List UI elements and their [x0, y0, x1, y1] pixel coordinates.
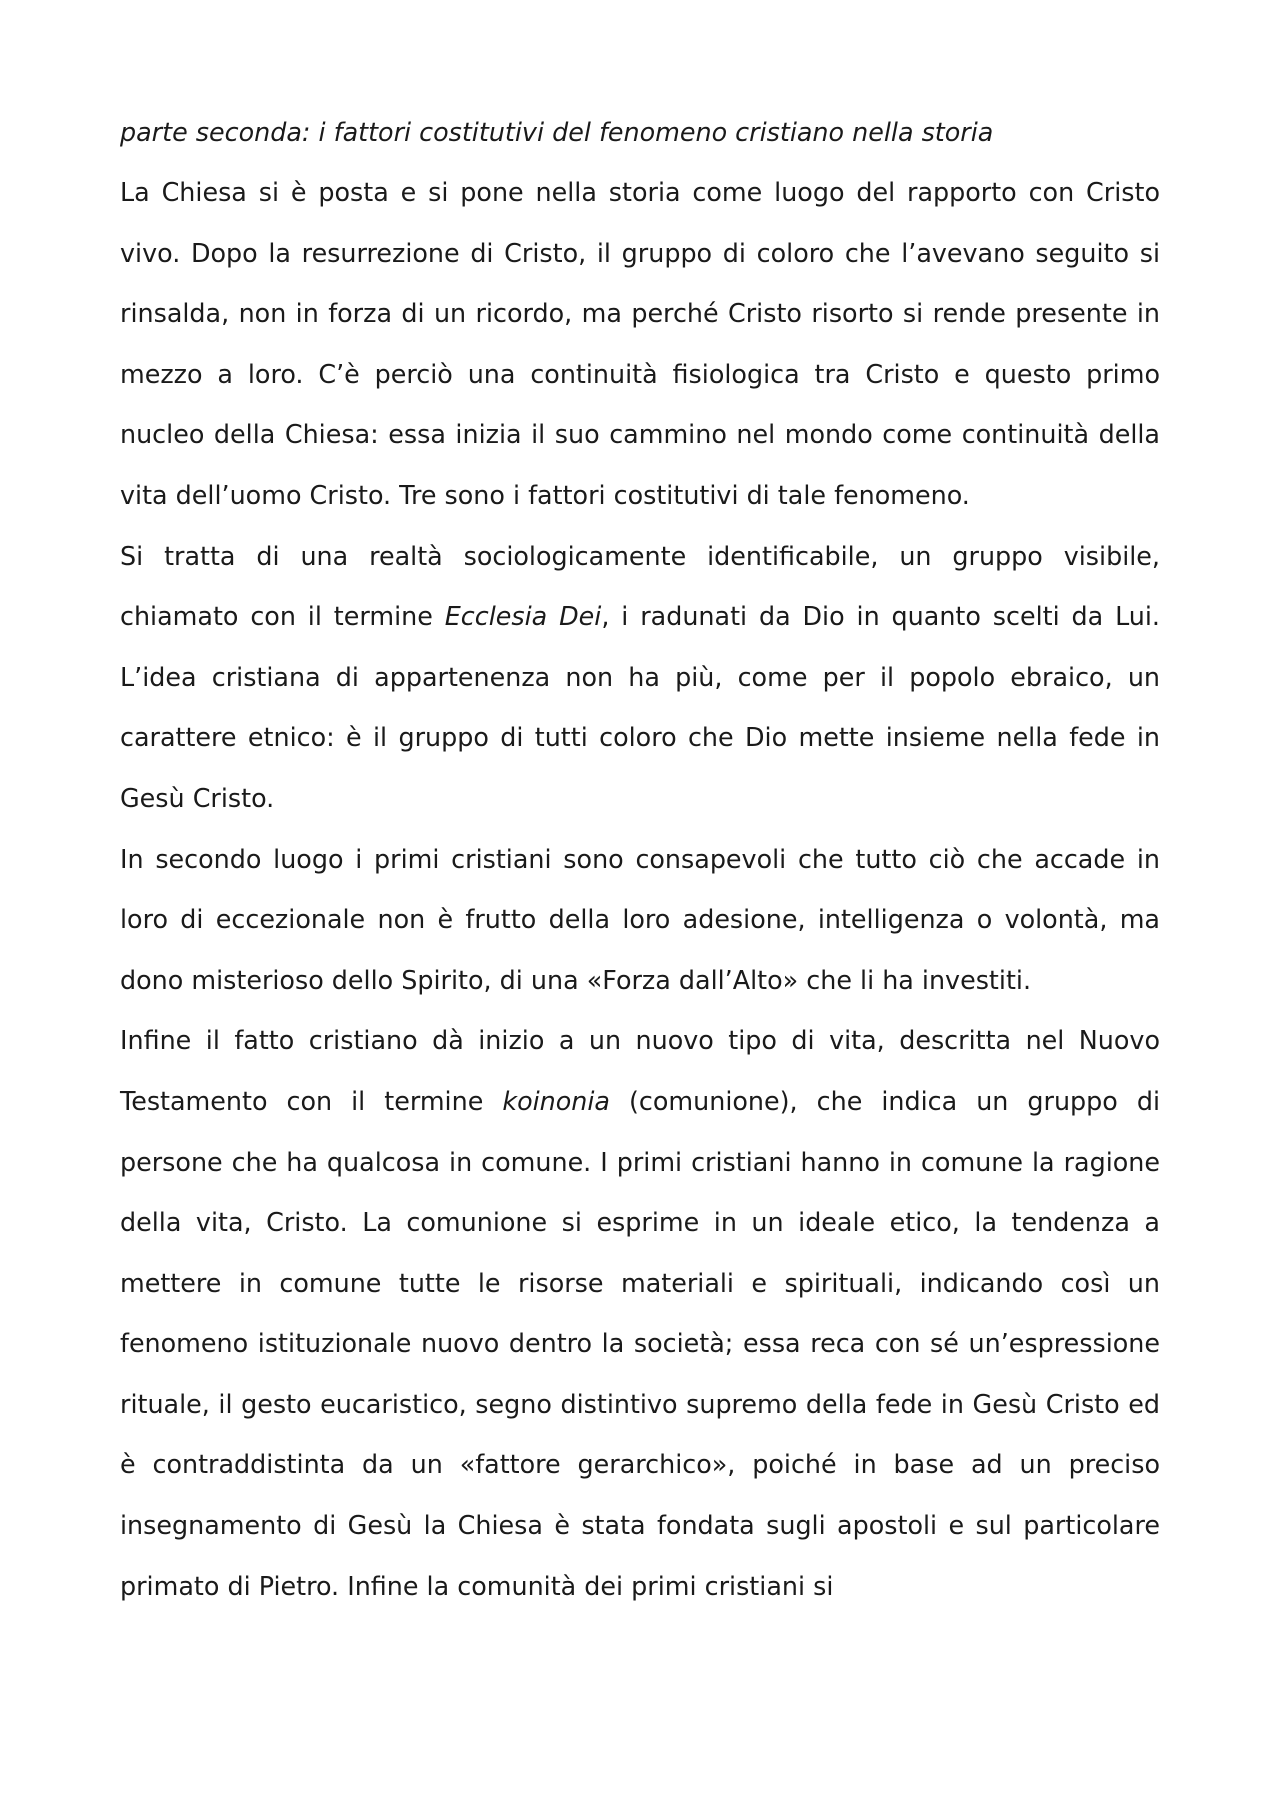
paragraph-church-presence: La Chiesa si è posta e si pone nella storia come luogo del rapporto con Cristo vivo. Dopo la resurrezione di Cristo, il gruppo di coloro che l’avevano seguito si rinsalda, non in forza di un ricordo, ma perché Cristo risorto si rende presente in mezzo a loro. C’è perciò una continuità fisiologica tra Cristo e questo primo nucleo della Chiesa: essa inizia il suo cammino nel mondo come continuità della vita dell’uomo Cristo. Tre sono i fattori costitutivi di tale fenomeno. [120, 177, 1160, 510]
paragraph-text: , i radunati da Dio in quanto scelti da Lui. L’idea cristiana di appartenenza non ha più, come per il popolo ebraico, un carattere etnico: è il gruppo di tutti coloro che Dio mette insieme nella fede in Gesù Cristo. [120, 601, 1161, 813]
paragraph-text: Infine il fatto cristiano dà inizio a un nuovo tipo di vita, descritta nel Nuovo Testamento con il termine [120, 1025, 1160, 1116]
greek-term: koinonia [502, 1085, 610, 1116]
latin-term: Ecclesia Dei [444, 601, 602, 632]
paragraph-ecclesia-dei [120, 526, 1160, 829]
section-heading: parte seconda: i fattori costitutivi del fenomeno cristiano nella storia [120, 117, 994, 147]
document-body [120, 113, 1160, 1616]
paragraph-text: Si tratta di una realtà sociologicamente identificabile, un gruppo visibile, chiamato con il termine [120, 540, 1160, 632]
paragraph-spirit: In secondo luogo i primi cristiani sono consapevoli che tutto ciò che accade in loro di eccezionale non è frutto della loro adesione, intelligenza o volontà, ma dono misterioso dello Spirito, di una «Forza dall’Alto» che li ha investiti. [120, 843, 1160, 995]
paragraph-text: (comunione), che indica un gruppo di persone che ha qualcosa in comune. I primi cristiani hanno in comune la ragione della vita, Cristo. La comunione si esprime in un ideale etico, la tendenza a mettere in comune tutte le risorse materiali e spirituali, indicando così un fenomeno istituzionale nuovo dentro la società; essa reca con sé un’espressione rituale, il gesto eucaristico, segno distintivo supremo della fede in Gesù Cristo ed è contraddistinta da un «fattore gerarchico», poiché in base ad un preciso insegnamento di Gesù la Chiesa è stata fondata sugli apostoli e sul particolare primato di Pietro. Infine la comunità dei primi cristiani si [120, 1085, 1161, 1601]
paragraph-koinonia [120, 1010, 1160, 1616]
